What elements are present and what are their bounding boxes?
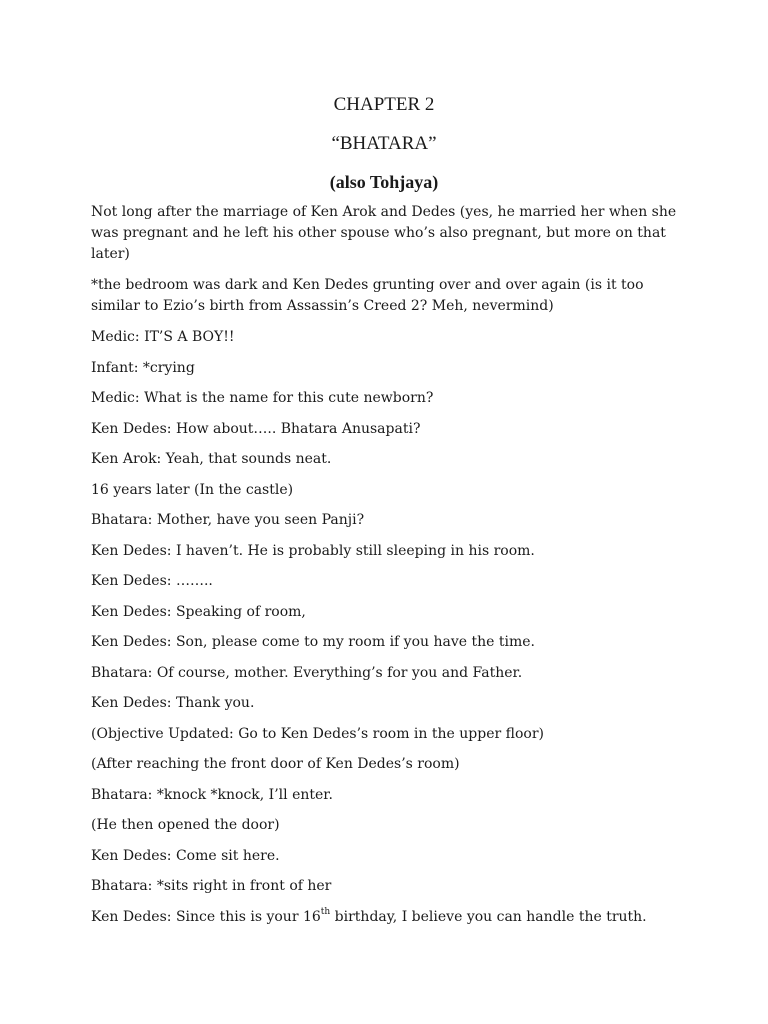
paragraph: 16 years later (In the castle) — [91, 481, 294, 498]
paragraph: Bhatara: *knock *knock, I’ll enter. — [91, 786, 333, 803]
paragraph-last — [91, 907, 691, 928]
chapter-heading: CHAPTER 2 — [333, 94, 435, 115]
paragraph: Ken Dedes: I haven’t. He is probably still sleeping in his room. — [91, 542, 535, 559]
paragraph: Ken Dedes: How about….. Bhatara Anusapati? — [91, 420, 421, 437]
paragraph: Bhatara: Of course, mother. Everything’s for you and Father. — [91, 664, 523, 681]
paragraph: Bhatara: Mother, have you seen Panji? — [91, 512, 365, 528]
document-body — [91, 202, 691, 937]
paragraph: Bhatara: *sits right in front of her — [91, 878, 332, 894]
paragraph: Ken Arok: Yeah, that sounds neat. — [91, 451, 332, 467]
paragraph: (He then opened the door) — [91, 817, 280, 833]
paragraph: Medic: What is the name for this cute newborn? — [91, 390, 434, 406]
ordinal-suffix: th — [320, 906, 331, 917]
paragraph: Medic: IT’S A BOY!! — [91, 329, 235, 345]
paragraph: Not long after the marriage of Ken Arok and Dedes (yes, he married her when she was pregnant and he left his other spouse who’s also pregnant, but more on that later) — [91, 204, 677, 262]
paragraph: Infant: *crying — [91, 359, 195, 376]
paragraph: Ken Dedes: Thank you. — [91, 695, 255, 711]
paragraph-text: birthday, I believe you can handle the truth. — [330, 908, 647, 925]
paragraph: Ken Dedes: Son, please come to my room if you have the time. — [91, 634, 535, 650]
paragraph: (After reaching the front door of Ken Dedes’s room) — [91, 756, 460, 772]
chapter-title: “BHATARA” — [331, 133, 437, 154]
paragraph: *the bedroom was dark and Ken Dedes grunting over and over again (is it too similar to Ezio’s birth from Assassin’s Creed 2? Meh, nevermind) — [91, 277, 644, 314]
paragraph: (Objective Updated: Go to Ken Dedes’s room in the upper floor) — [91, 725, 544, 742]
paragraph: Ken Dedes: Speaking of room, — [91, 603, 306, 620]
paragraph: Ken Dedes: …….. — [91, 573, 213, 589]
paragraph-text: Ken Dedes: Since this is your 16 — [91, 908, 321, 925]
chapter-subtitle: (also Tohjaya) — [329, 172, 439, 192]
paragraph: Ken Dedes: Come sit here. — [91, 847, 280, 864]
